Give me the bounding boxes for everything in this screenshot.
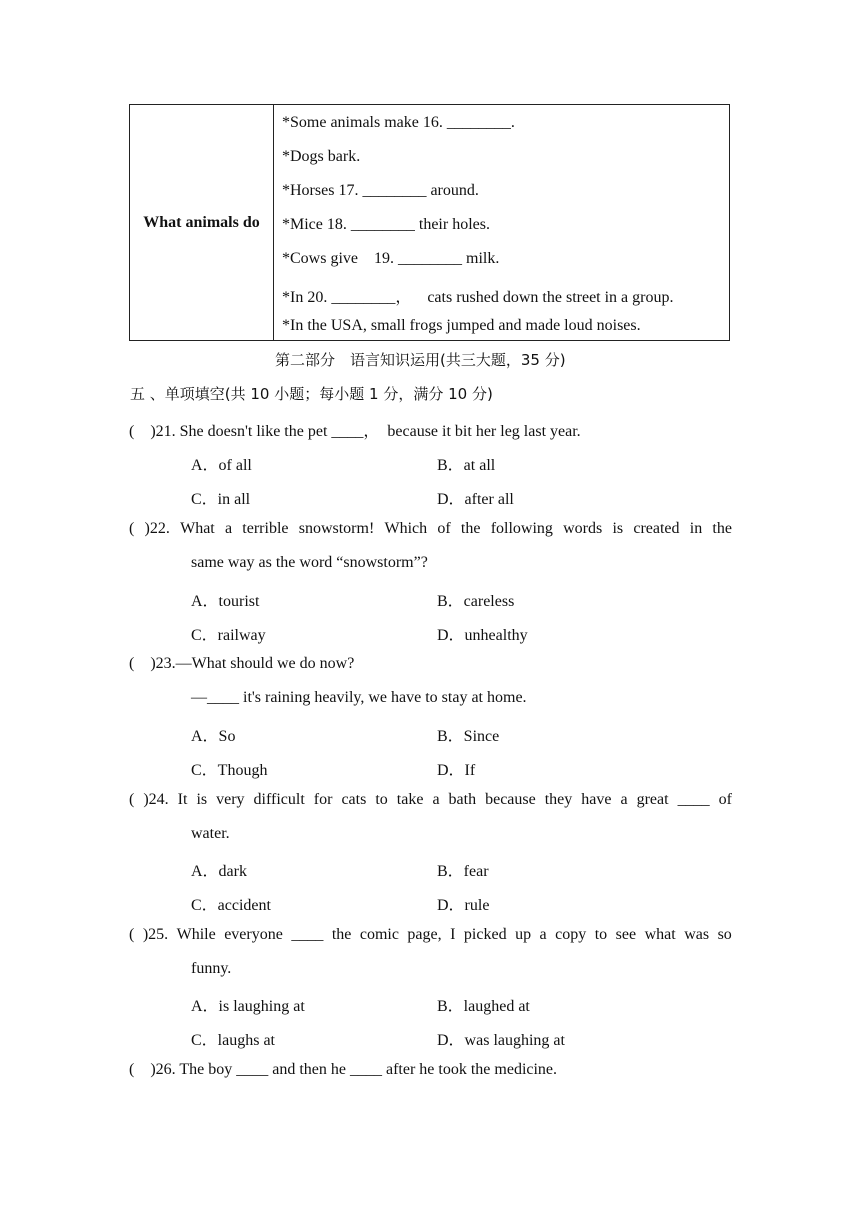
stem-word: )24. <box>143 791 169 808</box>
section-title: 五 、单项填空(共 10 小题；每小题 1 分，满分 10 分) <box>130 385 493 403</box>
option-a: A．So <box>191 728 236 745</box>
stem-word: ____ <box>677 791 710 808</box>
stem-word: comic <box>359 926 399 943</box>
table-divider <box>273 105 274 340</box>
option-d: D．rule <box>437 897 490 914</box>
stem-word: While <box>176 926 216 943</box>
stem-word: is <box>612 520 624 537</box>
stem-word: snowstorm! <box>298 520 375 537</box>
stem-word: everyone <box>224 926 283 943</box>
animals-table <box>129 104 730 341</box>
stem-word: following <box>490 520 553 537</box>
stem-word: bath <box>448 791 477 808</box>
option-b: B．Since <box>437 728 500 745</box>
question-stem: ( )26. The boy ____ and then he ____ after he took the medicine. <box>129 1061 558 1078</box>
table-line: *Some animals make 16. ________. <box>282 114 515 131</box>
stem-word: to <box>594 926 608 943</box>
table-line: *In 20. ________， cats rushed down the street in a group. <box>282 289 674 306</box>
option-d: D．was laughing at <box>437 1032 565 1049</box>
option-c: C．railway <box>191 627 266 644</box>
stem-word: a <box>224 520 233 537</box>
table-line: *Mice 18. ________ their holes. <box>282 216 490 233</box>
stem-word: what <box>644 926 676 943</box>
question-stem-cont: same way as the word “snowstorm”? <box>191 554 428 571</box>
stem-word: is <box>196 791 208 808</box>
stem-word: have <box>581 791 612 808</box>
option-b: B．careless <box>437 593 515 610</box>
stem-word: the <box>331 926 352 943</box>
table-line: *In the USA, small frogs jumped and made loud noises. <box>282 317 641 334</box>
option-c: C．laughs at <box>191 1032 275 1049</box>
option-a: A．tourist <box>191 593 260 610</box>
option-c: C．in all <box>191 491 251 508</box>
stem-word: of <box>437 520 451 537</box>
stem-word: ( <box>129 791 135 808</box>
stem-word: of <box>718 791 732 808</box>
stem-word: )25. <box>142 926 169 943</box>
table-line: *Cows give 19. ________ milk. <box>282 250 500 267</box>
question-stem-cont: —____ it's raining heavily, we have to stay at home. <box>191 689 527 706</box>
table-line: *Horses 17. ________ around. <box>282 182 479 199</box>
stem-word: picked <box>463 926 507 943</box>
stem-word: difficult <box>253 791 305 808</box>
option-b: B．fear <box>437 863 489 880</box>
option-d: D．If <box>437 762 476 779</box>
stem-word: the <box>712 520 732 537</box>
stem-word: take <box>396 791 424 808</box>
stem-word: )22. <box>144 520 170 537</box>
stem-word: a <box>539 926 547 943</box>
stem-word: so <box>717 926 732 943</box>
option-c: C．accident <box>191 897 271 914</box>
question-stem <box>129 791 732 809</box>
option-b: B．at all <box>437 457 496 474</box>
stem-word: ( <box>129 520 135 537</box>
stem-word: ( <box>129 926 135 943</box>
option-b: B．laughed at <box>437 998 530 1015</box>
question-stem <box>129 926 732 944</box>
question-stem: ( )21. She doesn't like the pet ____， because it bit her leg last year. <box>129 423 581 440</box>
question-stem <box>129 520 732 538</box>
stem-word: was <box>684 926 710 943</box>
option-c: C．Though <box>191 762 268 779</box>
option-a: A．is laughing at <box>191 998 305 1015</box>
question-stem-cont: funny. <box>191 960 232 977</box>
stem-word: see <box>615 926 637 943</box>
stem-word: for <box>313 791 333 808</box>
stem-word: It <box>177 791 188 808</box>
stem-word: What <box>180 520 215 537</box>
stem-word: cats <box>341 791 367 808</box>
stem-word: very <box>216 791 245 808</box>
option-a: A．dark <box>191 863 247 880</box>
table-line: *Dogs bark. <box>282 148 361 165</box>
stem-word: ____ <box>291 926 324 943</box>
stem-word: they <box>544 791 573 808</box>
stem-word: Which <box>384 520 428 537</box>
stem-word: a <box>432 791 440 808</box>
stem-word: terrible <box>242 520 289 537</box>
stem-word: copy <box>555 926 587 943</box>
option-a: A．of all <box>191 457 252 474</box>
stem-word: I <box>450 926 456 943</box>
stem-word: great <box>636 791 669 808</box>
question-stem: ( )23.—What should we do now? <box>129 655 355 672</box>
option-d: D．unhealthy <box>437 627 528 644</box>
stem-word: because <box>485 791 536 808</box>
stem-word: to <box>375 791 388 808</box>
part-title: 第二部分 语言知识运用(共三大题，35 分) <box>275 351 566 369</box>
table-header-cell: What animals do <box>143 213 260 231</box>
question-stem-cont: water. <box>191 825 230 842</box>
stem-word: words <box>563 520 603 537</box>
stem-word: up <box>515 926 532 943</box>
stem-word: in <box>689 520 703 537</box>
stem-word: created <box>633 520 680 537</box>
stem-word: page, <box>407 926 442 943</box>
stem-word: a <box>620 791 628 808</box>
stem-word: the <box>460 520 481 537</box>
option-d: D．after all <box>437 491 514 508</box>
